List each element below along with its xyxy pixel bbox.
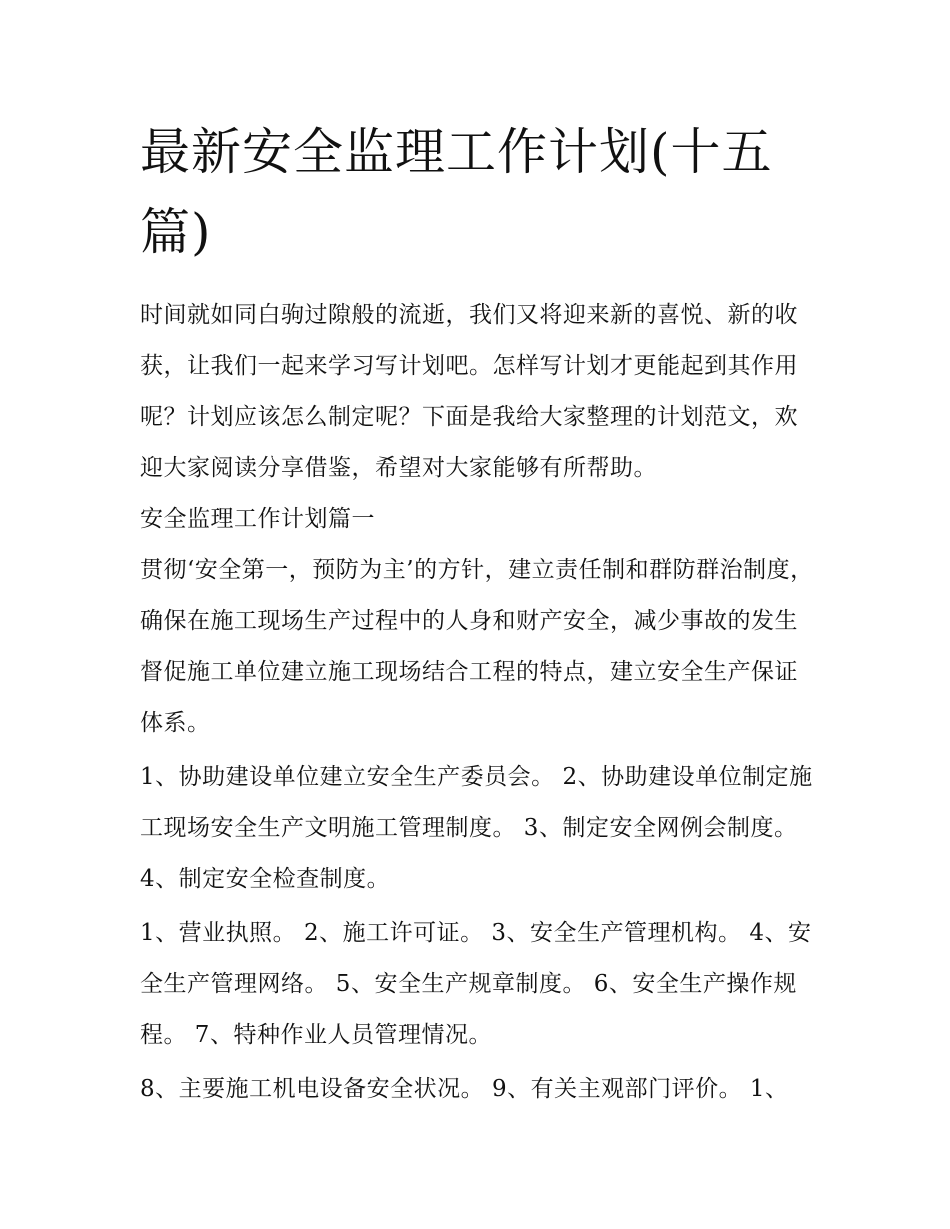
body-paragraph: 贯彻‘安全第一，预防为主’的方针，建立责任制和群防群治制度，确保在施工现场生产过程中的人身和财产安全，减少事故的发生督促施工单位建立施工现场结合工程的特点，建立安全生产保证体系。 <box>140 557 814 736</box>
body-paragraph: 1、协助建设单位建立安全生产委员会。 2、协助建设单位制定施工现场安全生产文明施工管理制度。 3、制定安全网例会制度。 4、制定安全检查制度。 <box>140 764 813 892</box>
document-title: 最新安全监理工作计划(十五篇) <box>140 123 773 261</box>
section-heading: 安全监理工作计划篇一 <box>140 506 375 532</box>
body-paragraph: 1、营业执照。 2、施工许可证。 3、安全生产管理机构。 4、安全生产管理网络。 5、安全生产规章制度。 6、安全生产操作规程。 7、特种作业人员管理情况。 <box>140 920 812 1048</box>
body-paragraph: 8、主要施工机电设备安全状况。 9、有关主观部门评价。 1、 <box>140 1076 789 1102</box>
intro-paragraph: 时间就如同白驹过隙般的流逝，我们又将迎来新的喜悦、新的收获，让我们一起来学习写计划吧。怎样写计划才更能起到其作用呢？计划应该怎么制定呢？下面是我给大家整理的计划范文，欢迎大家阅读分享借鉴，希望对大家能够有所帮助。 <box>140 302 798 481</box>
document-page <box>140 112 820 1115</box>
